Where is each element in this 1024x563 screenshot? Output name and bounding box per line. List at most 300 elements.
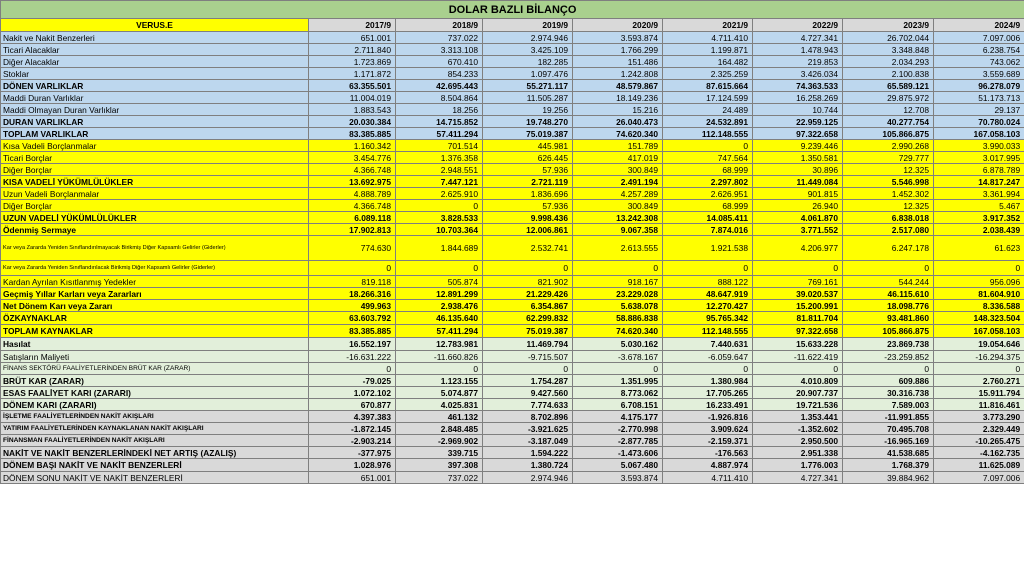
cell-value: 74.620.340 xyxy=(573,325,663,338)
cell-value: 8.702.896 xyxy=(483,411,573,423)
cell-value: 901.815 xyxy=(753,188,843,200)
cell-value: 2.532.741 xyxy=(483,236,573,261)
cell-value: 339.715 xyxy=(396,447,483,459)
cell-value: 1.768.379 xyxy=(843,459,934,472)
cell-value: 7.589.003 xyxy=(843,399,934,411)
row-label: FİNANS SEKTÖRÜ FAALİYETLERİNDEN BRÜT KAR (ZARAR) xyxy=(1,363,309,375)
table-row xyxy=(1,224,1024,236)
cell-value: 1.754.287 xyxy=(483,375,573,387)
company-ticker: VERUS.E xyxy=(1,19,309,32)
cell-value: 12.708 xyxy=(843,104,934,116)
cell-value: 4.888.789 xyxy=(309,188,396,200)
cell-value: 769.161 xyxy=(753,276,843,288)
cell-value: 1.380.984 xyxy=(663,375,753,387)
cell-value: 3.771.552 xyxy=(753,224,843,236)
table-row xyxy=(1,152,1024,164)
cell-value: 4.175.177 xyxy=(573,411,663,423)
cell-value: 2.100.838 xyxy=(843,68,934,80)
row-label: TOPLAM KAYNAKLAR xyxy=(1,325,309,338)
cell-value: 3.828.533 xyxy=(396,212,483,224)
cell-value: 19.054.646 xyxy=(934,338,1024,351)
cell-value: 112.148.555 xyxy=(663,128,753,140)
cell-value: 6.247.178 xyxy=(843,236,934,261)
cell-value: 4.711.410 xyxy=(663,472,753,484)
table-row xyxy=(1,363,1024,375)
cell-value: 22.959.125 xyxy=(753,116,843,128)
table-row xyxy=(1,399,1024,411)
cell-value: 0 xyxy=(396,261,483,276)
year-header: 2019/9 xyxy=(483,19,573,32)
cell-value: 609.886 xyxy=(843,375,934,387)
cell-value: 397.308 xyxy=(396,459,483,472)
cell-value: 4.727.341 xyxy=(753,32,843,44)
cell-value: 3.773.290 xyxy=(934,411,1024,423)
cell-value: -1.872.145 xyxy=(309,423,396,435)
cell-value: 41.538.685 xyxy=(843,447,934,459)
cell-value: 14.817.247 xyxy=(934,176,1024,188)
cell-value: 4.010.809 xyxy=(753,375,843,387)
cell-value: 75.019.387 xyxy=(483,128,573,140)
cell-value: 17.124.599 xyxy=(663,92,753,104)
cell-value: 774.630 xyxy=(309,236,396,261)
row-label: Geçmiş Yıllar Karları veya Zararları xyxy=(1,288,309,300)
cell-value: 70.780.024 xyxy=(934,116,1024,128)
row-label: YATIRIM FAALİYETLERİNDEN KAYNAKLANAN NAKİT AKIŞLARI xyxy=(1,423,309,435)
cell-value: 65.589.121 xyxy=(843,80,934,92)
cell-value: 63.603.792 xyxy=(309,312,396,325)
cell-value: 97.322.658 xyxy=(753,325,843,338)
row-label: Hasılat xyxy=(1,338,309,351)
cell-value: 737.022 xyxy=(396,32,483,44)
row-label: ÖZKAYNAKLAR xyxy=(1,312,309,325)
row-label: Kısa Vadeli Borçlanmalar xyxy=(1,140,309,152)
cell-value: 6.354.867 xyxy=(483,300,573,312)
cell-value: 57.936 xyxy=(483,164,573,176)
cell-value: 670.877 xyxy=(309,399,396,411)
row-label: DÖNEM BAŞI NAKİT VE NAKİT BENZERLERİ xyxy=(1,459,309,472)
cell-value: 2.990.268 xyxy=(843,140,934,152)
cell-value: -2.877.785 xyxy=(573,435,663,447)
cell-value: 6.089.118 xyxy=(309,212,396,224)
cell-value: 16.258.269 xyxy=(753,92,843,104)
cell-value: 1.242.808 xyxy=(573,68,663,80)
cell-value: -1.473.606 xyxy=(573,447,663,459)
cell-value: 6.708.151 xyxy=(573,399,663,411)
cell-value: 5.638.078 xyxy=(573,300,663,312)
cell-value: 21.229.426 xyxy=(483,288,573,300)
table-row xyxy=(1,375,1024,387)
cell-value: 0 xyxy=(309,261,396,276)
cell-value: 75.019.387 xyxy=(483,325,573,338)
cell-value: 26.940 xyxy=(753,200,843,212)
cell-value: -2.770.998 xyxy=(573,423,663,435)
cell-value: 95.765.342 xyxy=(663,312,753,325)
cell-value: 164.482 xyxy=(663,56,753,68)
table-row xyxy=(1,325,1024,338)
cell-value: 16.233.491 xyxy=(663,399,753,411)
cell-value: 3.559.689 xyxy=(934,68,1024,80)
cell-value: 6.838.018 xyxy=(843,212,934,224)
cell-value: 18.098.776 xyxy=(843,300,934,312)
cell-value: 4.061.870 xyxy=(753,212,843,224)
row-label: UZUN VADELİ YÜKÜMLÜLÜKLER xyxy=(1,212,309,224)
cell-value: 15.216 xyxy=(573,104,663,116)
cell-value: 0 xyxy=(309,363,396,375)
cell-value: 4.711.410 xyxy=(663,32,753,44)
table-row xyxy=(1,447,1024,459)
table-row xyxy=(1,288,1024,300)
row-label: Ticari Borçlar xyxy=(1,152,309,164)
cell-value: 19.748.270 xyxy=(483,116,573,128)
row-label: DURAN VARLIKLAR xyxy=(1,116,309,128)
cell-value: 23.229.028 xyxy=(573,288,663,300)
row-label: DÖNEN VARLIKLAR xyxy=(1,80,309,92)
cell-value: 2.297.802 xyxy=(663,176,753,188)
row-label: Kardan Ayrılan Kısıtlanmış Yedekler xyxy=(1,276,309,288)
table-row xyxy=(1,276,1024,288)
row-label: DÖNEM SONU NAKİT VE NAKİT BENZERLERİ xyxy=(1,472,309,484)
cell-value: 93.481.860 xyxy=(843,312,934,325)
cell-value: 26.702.044 xyxy=(843,32,934,44)
cell-value: 0 xyxy=(396,363,483,375)
cell-value: -1.926.816 xyxy=(663,411,753,423)
cell-value: 505.874 xyxy=(396,276,483,288)
cell-value: -2.969.902 xyxy=(396,435,483,447)
table-row xyxy=(1,236,1024,261)
cell-value: 12.270.427 xyxy=(663,300,753,312)
row-label: BRÜT KAR (ZARAR) xyxy=(1,375,309,387)
cell-value: 13.242.308 xyxy=(573,212,663,224)
cell-value: 3.361.994 xyxy=(934,188,1024,200)
cell-value: 1.836.696 xyxy=(483,188,573,200)
cell-value: 2.974.946 xyxy=(483,472,573,484)
cell-value: 15.633.228 xyxy=(753,338,843,351)
cell-value: 544.244 xyxy=(843,276,934,288)
cell-value: 2.938.476 xyxy=(396,300,483,312)
table-row xyxy=(1,164,1024,176)
row-label: ESAS FAALİYET KARI (ZARARI) xyxy=(1,387,309,399)
cell-value: 7.097.006 xyxy=(934,472,1024,484)
table-row xyxy=(1,411,1024,423)
cell-value: 13.692.975 xyxy=(309,176,396,188)
cell-value: 2.491.194 xyxy=(573,176,663,188)
cell-value: 888.122 xyxy=(663,276,753,288)
cell-value: 1.072.102 xyxy=(309,387,396,399)
cell-value: 9.427.560 xyxy=(483,387,573,399)
cell-value: 70.495.708 xyxy=(843,423,934,435)
cell-value: 12.325 xyxy=(843,200,934,212)
cell-value: 3.909.624 xyxy=(663,423,753,435)
cell-value: 499.963 xyxy=(309,300,396,312)
cell-value: 1.883.543 xyxy=(309,104,396,116)
cell-value: 2.625.910 xyxy=(396,188,483,200)
cell-value: 3.426.034 xyxy=(753,68,843,80)
cell-value: -377.975 xyxy=(309,447,396,459)
cell-value: 48.647.919 xyxy=(663,288,753,300)
cell-value: 0 xyxy=(483,261,573,276)
table-row xyxy=(1,56,1024,68)
row-label: Uzun Vadeli Borçlanmalar xyxy=(1,188,309,200)
cell-value: 24.532.891 xyxy=(663,116,753,128)
cell-value: 0 xyxy=(663,140,753,152)
cell-value: 105.866.875 xyxy=(843,325,934,338)
table-row xyxy=(1,387,1024,399)
cell-value: 83.385.885 xyxy=(309,325,396,338)
cell-value: 17.902.813 xyxy=(309,224,396,236)
cell-value: 0 xyxy=(663,363,753,375)
cell-value: 2.626.951 xyxy=(663,188,753,200)
row-label: Kar veya Zararda Yeniden Sınıflandırılacak Birikmiş Diğer Kapsamlı Gelirler (Giderler) xyxy=(1,261,309,276)
cell-value: -16.294.375 xyxy=(934,351,1024,363)
cell-value: 19.256 xyxy=(483,104,573,116)
year-header: 2021/9 xyxy=(663,19,753,32)
cell-value: 3.017.995 xyxy=(934,152,1024,164)
cell-value: 151.789 xyxy=(573,140,663,152)
cell-value: 26.040.473 xyxy=(573,116,663,128)
cell-value: 918.167 xyxy=(573,276,663,288)
cell-value: 2.613.555 xyxy=(573,236,663,261)
cell-value: 0 xyxy=(573,261,663,276)
cell-value: 819.118 xyxy=(309,276,396,288)
cell-value: 7.874.016 xyxy=(663,224,753,236)
cell-value: 83.385.885 xyxy=(309,128,396,140)
cell-value: 11.469.794 xyxy=(483,338,573,351)
cell-value: 8.504.864 xyxy=(396,92,483,104)
cell-value: 1.353.441 xyxy=(753,411,843,423)
cell-value: 5.074.877 xyxy=(396,387,483,399)
row-label: Stoklar xyxy=(1,68,309,80)
cell-value: 6.238.754 xyxy=(934,44,1024,56)
year-header: 2023/9 xyxy=(843,19,934,32)
cell-value: 2.848.485 xyxy=(396,423,483,435)
cell-value: 74.363.533 xyxy=(753,80,843,92)
cell-value: 854.233 xyxy=(396,68,483,80)
cell-value: 24.489 xyxy=(663,104,753,116)
cell-value: 1.478.943 xyxy=(753,44,843,56)
cell-value: 48.579.867 xyxy=(573,80,663,92)
cell-value: 167.058.103 xyxy=(934,128,1024,140)
cell-value: -4.162.735 xyxy=(934,447,1024,459)
cell-value: 445.981 xyxy=(483,140,573,152)
cell-value: 148.323.504 xyxy=(934,312,1024,325)
cell-value: 3.593.874 xyxy=(573,32,663,44)
cell-value: 1.351.995 xyxy=(573,375,663,387)
row-label: Nakit ve Nakit Benzerleri xyxy=(1,32,309,44)
row-label: Maddi Olmayan Duran Varlıklar xyxy=(1,104,309,116)
cell-value: 461.132 xyxy=(396,411,483,423)
cell-value: -2.159.371 xyxy=(663,435,753,447)
cell-value: 0 xyxy=(934,261,1024,276)
cell-value: 743.062 xyxy=(934,56,1024,68)
cell-value: 8.773.062 xyxy=(573,387,663,399)
cell-value: 97.322.658 xyxy=(753,128,843,140)
cell-value: 2.950.500 xyxy=(753,435,843,447)
cell-value: 14.715.852 xyxy=(396,116,483,128)
cell-value: 1.723.869 xyxy=(309,56,396,68)
cell-value: -11.991.855 xyxy=(843,411,934,423)
cell-value: 956.096 xyxy=(934,276,1024,288)
cell-value: 2.038.439 xyxy=(934,224,1024,236)
table-row xyxy=(1,92,1024,104)
cell-value: 3.313.108 xyxy=(396,44,483,56)
cell-value: 4.366.748 xyxy=(309,164,396,176)
cell-value: 62.299.832 xyxy=(483,312,573,325)
year-header: 2018/9 xyxy=(396,19,483,32)
cell-value: 0 xyxy=(663,261,753,276)
cell-value: 0 xyxy=(573,363,663,375)
cell-value: 18.256 xyxy=(396,104,483,116)
cell-value: 46.115.610 xyxy=(843,288,934,300)
cell-value: 1.350.581 xyxy=(753,152,843,164)
cell-value: 57.411.294 xyxy=(396,128,483,140)
cell-value: 12.783.981 xyxy=(396,338,483,351)
cell-value: 81.811.704 xyxy=(753,312,843,325)
cell-value: 58.886.838 xyxy=(573,312,663,325)
table-row xyxy=(1,312,1024,325)
cell-value: -9.715.507 xyxy=(483,351,573,363)
cell-value: -11.622.419 xyxy=(753,351,843,363)
cell-value: 9.239.446 xyxy=(753,140,843,152)
cell-value: 61.623 xyxy=(934,236,1024,261)
title-row xyxy=(1,1,1024,19)
cell-value: 1.199.871 xyxy=(663,44,753,56)
cell-value: 57.936 xyxy=(483,200,573,212)
cell-value: -1.352.602 xyxy=(753,423,843,435)
cell-value: 6.878.789 xyxy=(934,164,1024,176)
cell-value: 18.149.236 xyxy=(573,92,663,104)
table-row xyxy=(1,300,1024,312)
cell-value: 29.137 xyxy=(934,104,1024,116)
cell-value: 1.380.724 xyxy=(483,459,573,472)
cell-value: 747.564 xyxy=(663,152,753,164)
cell-value: 7.774.633 xyxy=(483,399,573,411)
cell-value: 4.887.974 xyxy=(663,459,753,472)
table-row xyxy=(1,176,1024,188)
row-label: Ticari Alacaklar xyxy=(1,44,309,56)
year-header: 2022/9 xyxy=(753,19,843,32)
cell-value: 0 xyxy=(843,363,934,375)
row-label: KISA VADELİ YÜKÜMLÜLÜKLER xyxy=(1,176,309,188)
cell-value: 42.695.443 xyxy=(396,80,483,92)
cell-value: 1.844.689 xyxy=(396,236,483,261)
cell-value: 651.001 xyxy=(309,472,396,484)
cell-value: 219.853 xyxy=(753,56,843,68)
cell-value: 105.866.875 xyxy=(843,128,934,140)
cell-value: 7.097.006 xyxy=(934,32,1024,44)
cell-value: 417.019 xyxy=(573,152,663,164)
cell-value: 4.397.383 xyxy=(309,411,396,423)
cell-value: 1.171.872 xyxy=(309,68,396,80)
cell-value: 2.329.449 xyxy=(934,423,1024,435)
table-row xyxy=(1,128,1024,140)
cell-value: 3.454.776 xyxy=(309,152,396,164)
cell-value: 0 xyxy=(934,363,1024,375)
cell-value: 112.148.555 xyxy=(663,325,753,338)
cell-value: 651.001 xyxy=(309,32,396,44)
cell-value: -11.660.826 xyxy=(396,351,483,363)
cell-value: 821.902 xyxy=(483,276,573,288)
cell-value: 1.160.342 xyxy=(309,140,396,152)
cell-value: 1.097.476 xyxy=(483,68,573,80)
cell-value: 300.849 xyxy=(573,164,663,176)
cell-value: 12.891.299 xyxy=(396,288,483,300)
cell-value: 4.366.748 xyxy=(309,200,396,212)
cell-value: 4.206.977 xyxy=(753,236,843,261)
cell-value: 40.277.754 xyxy=(843,116,934,128)
cell-value: 3.917.352 xyxy=(934,212,1024,224)
cell-value: 0 xyxy=(483,363,573,375)
cell-value: 1.766.299 xyxy=(573,44,663,56)
year-header: 2024/9 xyxy=(934,19,1024,32)
cell-value: -3.921.625 xyxy=(483,423,573,435)
cell-value: 39.020.537 xyxy=(753,288,843,300)
cell-value: 5.067.480 xyxy=(573,459,663,472)
cell-value: 55.271.117 xyxy=(483,80,573,92)
cell-value: 15.200.991 xyxy=(753,300,843,312)
cell-value: 2.760.271 xyxy=(934,375,1024,387)
cell-value: 1.452.302 xyxy=(843,188,934,200)
table-row xyxy=(1,200,1024,212)
cell-value: 4.025.831 xyxy=(396,399,483,411)
cell-value: 2.711.840 xyxy=(309,44,396,56)
cell-value: 7.440.631 xyxy=(663,338,753,351)
cell-value: 5.467 xyxy=(934,200,1024,212)
cell-value: 15.911.794 xyxy=(934,387,1024,399)
cell-value: 1.776.003 xyxy=(753,459,843,472)
cell-value: 63.355.501 xyxy=(309,80,396,92)
cell-value: -10.265.475 xyxy=(934,435,1024,447)
cell-value: 10.703.364 xyxy=(396,224,483,236)
cell-value: 20.030.384 xyxy=(309,116,396,128)
cell-value: 3.425.109 xyxy=(483,44,573,56)
cell-value: 30.316.738 xyxy=(843,387,934,399)
cell-value: 87.615.664 xyxy=(663,80,753,92)
table-row xyxy=(1,212,1024,224)
table-row xyxy=(1,104,1024,116)
cell-value: 68.999 xyxy=(663,164,753,176)
table-row xyxy=(1,423,1024,435)
row-label: DÖNEM KARI (ZARARI) xyxy=(1,399,309,411)
cell-value: -23.259.852 xyxy=(843,351,934,363)
header-row xyxy=(1,19,1024,32)
cell-value: 2.517.080 xyxy=(843,224,934,236)
cell-value: 11.004.019 xyxy=(309,92,396,104)
cell-value: 9.998.436 xyxy=(483,212,573,224)
table-row xyxy=(1,140,1024,152)
cell-value: 0 xyxy=(396,200,483,212)
cell-value: 11.816.461 xyxy=(934,399,1024,411)
cell-value: 737.022 xyxy=(396,472,483,484)
table-row xyxy=(1,351,1024,363)
cell-value: 8.336.588 xyxy=(934,300,1024,312)
table-row xyxy=(1,44,1024,56)
cell-value: 11.505.287 xyxy=(483,92,573,104)
cell-value: -16.631.222 xyxy=(309,351,396,363)
cell-value: 20.907.737 xyxy=(753,387,843,399)
table-row xyxy=(1,435,1024,447)
cell-value: 3.593.874 xyxy=(573,472,663,484)
cell-value: 19.721.536 xyxy=(753,399,843,411)
cell-value: 16.552.197 xyxy=(309,338,396,351)
cell-value: 2.034.293 xyxy=(843,56,934,68)
table-row xyxy=(1,188,1024,200)
cell-value: 3.990.033 xyxy=(934,140,1024,152)
row-label: Diğer Borçlar xyxy=(1,164,309,176)
cell-value: -79.025 xyxy=(309,375,396,387)
cell-value: 12.006.861 xyxy=(483,224,573,236)
page-title: DOLAR BAZLI BİLANÇO xyxy=(1,1,1024,19)
cell-value: 5.546.998 xyxy=(843,176,934,188)
